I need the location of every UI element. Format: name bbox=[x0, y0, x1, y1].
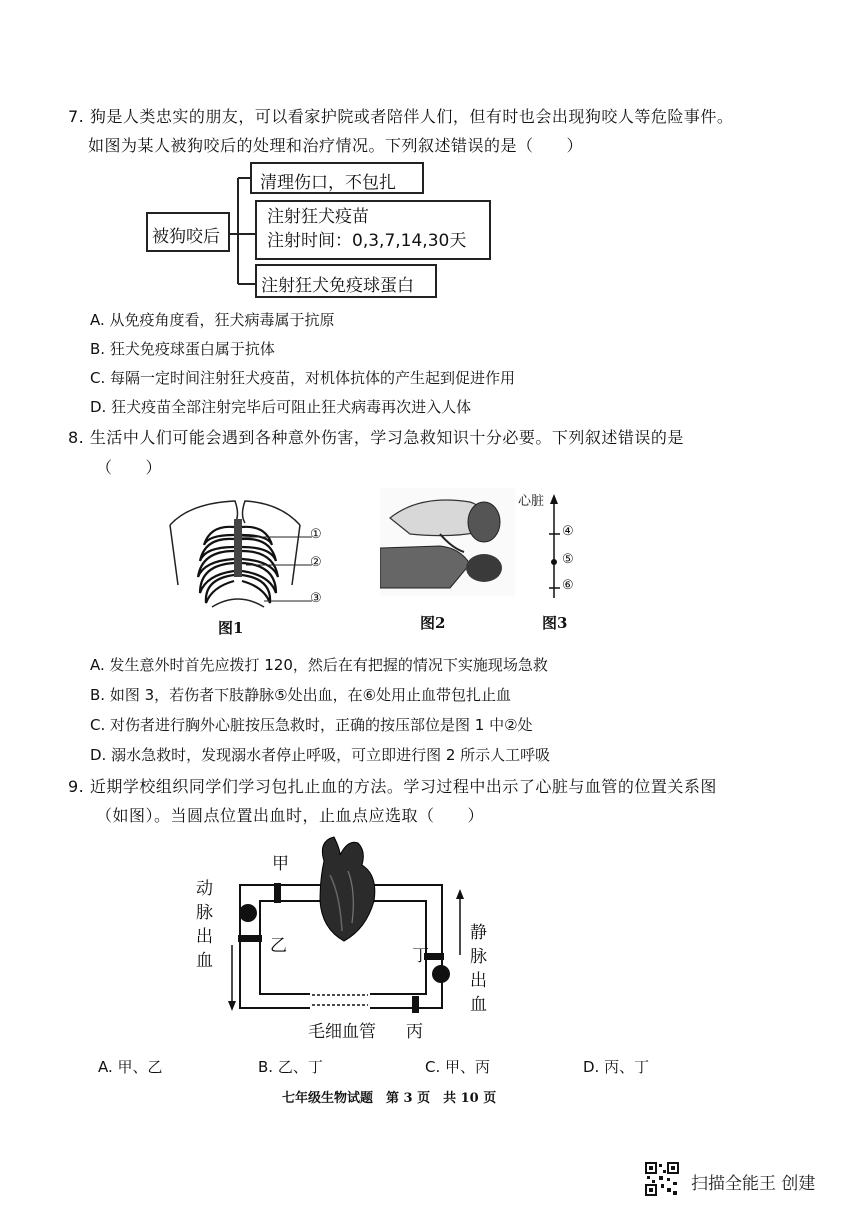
vein-bleeding-label: 静 脉 出 血 bbox=[470, 923, 487, 1015]
label-bing: 丙 bbox=[406, 1022, 423, 1042]
q8-stem-line1: 8. 生活中人们可能会遇到各种意外伤害，学习急救知识十分必要。下列叙述错误的是 bbox=[68, 428, 684, 447]
artery-bleeding-label: 动 脉 出 血 bbox=[196, 879, 213, 971]
fig3-marker-4: ④ bbox=[562, 524, 574, 539]
q7-root-label: 被狗咬后 bbox=[152, 227, 220, 247]
q7-branch2-line2: 注射时间：0,3,7,14,30天 bbox=[267, 231, 467, 251]
label-jia: 甲 bbox=[272, 854, 289, 874]
fig3-caption: 图3 bbox=[542, 614, 568, 632]
label-capillary: 毛细血管 bbox=[308, 1022, 376, 1042]
q7-stem-line2: 如图为某人被狗咬后的处理和治疗情况。下列叙述错误的是（ ） bbox=[88, 136, 584, 155]
fig1-caption: 图1 bbox=[218, 619, 244, 637]
watermark-text: 扫描全能王 创建 bbox=[691, 1174, 816, 1194]
heart-vessel-diagram bbox=[190, 835, 500, 1045]
q8-option-d[interactable]: D. 溺水急救时，发现溺水者停止呼吸，可立即进行图 2 所示人工呼吸 bbox=[90, 746, 551, 764]
q7-diagram bbox=[142, 160, 467, 300]
q7-option-c[interactable]: C. 每隔一定时间注射狂犬疫苗，对机体抗体的产生起到促进作用 bbox=[90, 369, 516, 387]
rescue-breathing-illustration bbox=[380, 488, 515, 596]
q7-branch1-label: 清理伤口，不包扎 bbox=[260, 173, 396, 193]
q9-stem-line2: （如图）。当圆点位置出血时，止血点应选取（ ） bbox=[96, 806, 485, 825]
q7-branch3-label: 注射狂犬免疫球蛋白 bbox=[261, 276, 414, 296]
scanner-watermark bbox=[645, 1162, 845, 1198]
q7-option-b[interactable]: B. 狂犬免疫球蛋白属于抗体 bbox=[90, 340, 275, 358]
fig2-caption: 图2 bbox=[420, 614, 446, 632]
fig1-marker-1: ① bbox=[310, 527, 322, 542]
fig3-marker-5: ⑤ bbox=[562, 552, 574, 567]
vessel-line-diagram bbox=[510, 488, 610, 608]
q8-figure1 bbox=[160, 495, 340, 640]
q9-option-a[interactable]: A. 甲、乙 bbox=[98, 1058, 163, 1076]
q8-option-b[interactable]: B. 如图 3，若伤者下肢静脉⑤处出血，在⑥处用止血带包扎止血 bbox=[90, 686, 512, 704]
label-ding: 丁 bbox=[412, 946, 429, 966]
q8-stem-line2: （ ） bbox=[96, 458, 163, 477]
label-yi: 乙 bbox=[270, 936, 287, 956]
q9-stem-line1: 9. 近期学校组织同学们学习包扎止血的方法。学习过程中出示了心脏与血管的位置关系图 bbox=[68, 777, 717, 796]
fig3-heart-label: 心脏 bbox=[518, 494, 545, 509]
q9-option-d[interactable]: D. 丙、丁 bbox=[583, 1058, 650, 1076]
qr-code-icon bbox=[645, 1162, 679, 1196]
q7-root-box bbox=[146, 212, 230, 252]
q8-figure3 bbox=[510, 488, 610, 640]
fig1-marker-3: ③ bbox=[310, 591, 322, 606]
q7-option-d[interactable]: D. 狂犬疫苗全部注射完毕后可阻止狂犬病毒再次进入人体 bbox=[90, 398, 472, 416]
q7-stem-line1: 7. 狗是人类忠实的朋友，可以看家护院或者陪伴人们，但有时也会出现狗咬人等危险事件。 bbox=[68, 107, 734, 126]
q9-option-c[interactable]: C. 甲、丙 bbox=[425, 1058, 491, 1076]
q7-branch2-box bbox=[255, 200, 491, 260]
q9-diagram bbox=[190, 835, 500, 1045]
q7-branch3-box bbox=[255, 264, 437, 298]
fig1-marker-2: ② bbox=[310, 555, 322, 570]
q8-figure2 bbox=[380, 488, 515, 640]
page-footer: 七年级生物试题 第 3 页 共 10 页 bbox=[282, 1091, 497, 1106]
q7-branch2-line1: 注射狂犬疫苗 bbox=[267, 207, 369, 227]
heart-icon bbox=[320, 837, 375, 941]
q8-option-a[interactable]: A. 发生意外时首先应拨打 120，然后在有把握的情况下实施现场急救 bbox=[90, 656, 548, 674]
q7-option-a[interactable]: A. 从免疫角度看，狂犬病毒属于抗原 bbox=[90, 311, 335, 329]
q9-option-b[interactable]: B. 乙、丁 bbox=[258, 1058, 323, 1076]
q8-option-c[interactable]: C. 对伤者进行胸外心脏按压急救时，正确的按压部位是图 1 中②处 bbox=[90, 716, 533, 734]
fig3-marker-6: ⑥ bbox=[562, 578, 574, 593]
q7-branch1-box bbox=[250, 162, 424, 194]
